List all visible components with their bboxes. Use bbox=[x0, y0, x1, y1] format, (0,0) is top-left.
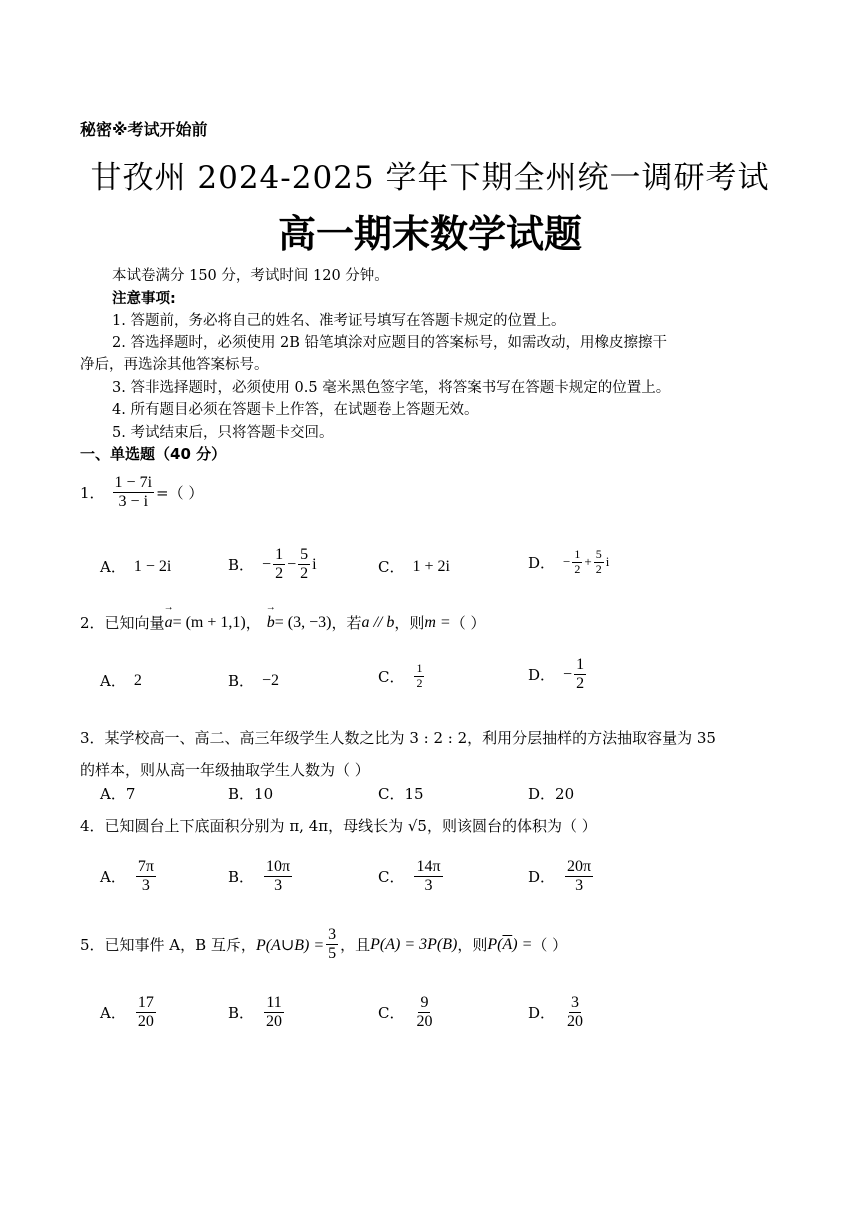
q5-d-frac bbox=[565, 994, 585, 1032]
q2-d-sign: − bbox=[563, 665, 573, 683]
q1-option-b[interactable] bbox=[228, 546, 317, 584]
q2-b-label: B． bbox=[228, 672, 255, 690]
q1-option-c[interactable] bbox=[378, 556, 450, 577]
q4-a-label: A． bbox=[100, 868, 126, 887]
q4-option-d[interactable] bbox=[528, 858, 595, 896]
q5-d-n: 3 bbox=[569, 994, 581, 1013]
q1-d-label: D． bbox=[528, 553, 556, 572]
q2-parallel: a // b bbox=[361, 613, 395, 631]
q4-c-label: C． bbox=[378, 868, 405, 887]
q1-b-sign: − bbox=[262, 555, 272, 573]
q4-d-label: D． bbox=[528, 868, 556, 887]
q1-b-d2: 2 bbox=[300, 565, 309, 583]
q2-tail: （ ） bbox=[450, 614, 486, 632]
q5-text3: ，则 bbox=[457, 936, 488, 955]
q2-d-d: 2 bbox=[576, 675, 585, 693]
notes-title: 注意事项: bbox=[112, 291, 176, 307]
q2-eq2: = (3, −3) bbox=[274, 613, 332, 631]
q1-b-n2: 5 bbox=[298, 546, 310, 565]
q1-frac-num: 1 − 7i bbox=[113, 474, 154, 493]
q1-b-n1: 1 bbox=[273, 546, 285, 565]
q2-text2: ，若 bbox=[331, 614, 362, 632]
question-1 bbox=[80, 474, 203, 512]
q5-a-d: 20 bbox=[137, 1013, 154, 1031]
q5-c-frac bbox=[414, 994, 434, 1032]
q5-c-n: 9 bbox=[418, 994, 430, 1013]
q2-option-a[interactable] bbox=[100, 670, 142, 691]
q2-option-b[interactable] bbox=[228, 670, 279, 691]
q4-d-frac bbox=[565, 858, 593, 896]
q2-option-d[interactable] bbox=[528, 656, 588, 694]
question-2 bbox=[80, 612, 486, 633]
q4-d-d: 3 bbox=[575, 877, 584, 895]
q4-option-a[interactable] bbox=[100, 858, 158, 896]
q1-b-frac2 bbox=[298, 546, 310, 584]
q2-a-value: 2 bbox=[133, 671, 142, 689]
q1-d-d2: 2 bbox=[595, 561, 602, 576]
q2-c-frac bbox=[414, 662, 424, 691]
q1-d-i: i bbox=[605, 554, 610, 570]
q4-option-b[interactable] bbox=[228, 858, 294, 896]
q1-d-d1: 2 bbox=[574, 561, 581, 576]
q4-d-n: 20π bbox=[565, 858, 593, 877]
q4-b-label: B． bbox=[228, 868, 255, 887]
q5-p1: P(A∪B) = bbox=[255, 936, 325, 954]
q5-p3: P( bbox=[487, 935, 503, 953]
q4-a-n: 7π bbox=[136, 858, 156, 877]
q4-text: 4．已知圆台上下底面积分别为 π, 4π，母线长为 √5，则该圆台的体积为（ ） bbox=[80, 817, 597, 835]
q1-d-n2: 5 bbox=[595, 547, 602, 561]
q1-c-value: 1 + 2i bbox=[412, 557, 450, 575]
q1-d-frac1 bbox=[572, 548, 582, 577]
q5-option-b[interactable] bbox=[228, 994, 286, 1032]
q5-f-n: 3 bbox=[326, 926, 338, 945]
q1-number: 1． bbox=[80, 484, 105, 503]
q5-option-c[interactable] bbox=[378, 994, 436, 1032]
q2-c-label: C． bbox=[378, 667, 405, 686]
q2-sep: ， bbox=[245, 614, 261, 632]
q5-d-d: 20 bbox=[567, 1013, 584, 1031]
q2-text1: 已知向量 bbox=[104, 614, 165, 632]
q2-c-d: 2 bbox=[416, 675, 423, 690]
note-2b: 净后，再选涂其他答案标号。 bbox=[80, 357, 269, 373]
q5-c-d: 20 bbox=[416, 1013, 433, 1031]
q2-d-frac bbox=[574, 656, 586, 694]
q3-line2: 的样本，则从高一年级抽取学生人数为（ ） bbox=[80, 761, 370, 779]
q4-a-frac bbox=[136, 858, 156, 896]
q1-d-sign: − bbox=[563, 554, 571, 570]
q2-c-n: 1 bbox=[416, 661, 423, 675]
q5-a-n: 17 bbox=[136, 994, 156, 1013]
q4-c-n: 14π bbox=[414, 858, 442, 877]
q1-b-d1: 2 bbox=[275, 565, 284, 583]
q1-c-label: C． bbox=[378, 558, 405, 576]
q1-option-d[interactable] bbox=[528, 548, 609, 577]
q1-b-frac1 bbox=[273, 546, 285, 584]
note-1: 1. 答题前，务必将自己的姓名、准考证号填写在答题卡规定的位置上。 bbox=[112, 313, 566, 329]
q4-c-d: 3 bbox=[424, 877, 433, 895]
q4-c-frac bbox=[414, 858, 442, 896]
q2-number: 2． bbox=[80, 614, 105, 632]
q1-fraction bbox=[113, 474, 154, 512]
q5-p3b: ) = bbox=[512, 935, 533, 953]
q1-d-n1: 1 bbox=[574, 547, 581, 561]
q1-b-i: i bbox=[312, 555, 317, 573]
q1-frac-den: 3 − i bbox=[118, 493, 149, 511]
note-5: 5. 考试结束后，只将答题卡交回。 bbox=[112, 425, 334, 441]
q2-option-c[interactable] bbox=[378, 662, 426, 691]
q2-d-label: D． bbox=[528, 666, 556, 685]
q4-option-c[interactable] bbox=[378, 858, 445, 896]
q1-a-value: 1 − 2i bbox=[133, 557, 172, 575]
q3-option-b[interactable]: B．10 bbox=[228, 785, 274, 803]
q5-a-frac bbox=[136, 994, 156, 1032]
q1-tail: =（ ） bbox=[156, 484, 204, 503]
q3-option-d[interactable]: D．20 bbox=[528, 785, 575, 803]
q5-text2: ，且 bbox=[340, 936, 371, 955]
intro-text: 本试卷满分 150 分，考试时间 120 分钟。 bbox=[112, 268, 389, 284]
q4-b-d: 3 bbox=[274, 877, 283, 895]
q4-b-n: 10π bbox=[264, 858, 292, 877]
q5-c-label: C． bbox=[378, 1004, 405, 1023]
q5-d-label: D． bbox=[528, 1004, 556, 1023]
q5-frac bbox=[326, 926, 338, 964]
q4-b-frac bbox=[264, 858, 292, 896]
q1-option-a[interactable] bbox=[100, 556, 171, 577]
q5-abar: $\overline{A}$ bbox=[502, 935, 513, 953]
paper-title: 高一期末数学试题 bbox=[277, 212, 582, 256]
q5-f-d: 5 bbox=[328, 945, 337, 963]
section-title: 一、单选题（40 分） bbox=[80, 445, 227, 463]
note-3: 3. 答非选择题时，必须使用 0.5 毫米黑色签字笔，将答案书写在答题卡规定的位置上。 bbox=[112, 380, 671, 396]
q5-p2: P(A) = 3P(B) bbox=[370, 935, 458, 953]
q2-eq1: = (m + 1,1) bbox=[172, 613, 246, 631]
q5-text1: 5．已知事件 A，B 互斥， bbox=[80, 936, 256, 955]
q5-tail: （ ） bbox=[532, 936, 568, 955]
q5-option-d[interactable] bbox=[528, 994, 587, 1032]
q2-vector-b: → b bbox=[267, 614, 275, 632]
q5-b-d: 20 bbox=[266, 1013, 283, 1031]
q2-b-value: −2 bbox=[262, 671, 280, 689]
q2-d-n: 1 bbox=[574, 656, 586, 675]
q5-b-label: B． bbox=[228, 1004, 255, 1023]
q1-d-mid: + bbox=[584, 554, 592, 570]
q5-b-n: 11 bbox=[264, 994, 283, 1013]
q3-option-a[interactable]: A．7 bbox=[100, 785, 136, 803]
q2-text3: ，则 bbox=[394, 614, 425, 632]
q1-d-frac2 bbox=[594, 548, 604, 577]
secret-label: 秘密※考试开始前 bbox=[80, 120, 208, 139]
q5-option-a[interactable] bbox=[100, 994, 158, 1032]
exam-title: 甘孜州 2024-2025 学年下期全州统一调研考试 bbox=[90, 160, 770, 196]
q4-a-d: 3 bbox=[141, 877, 150, 895]
q2-m: m = bbox=[424, 613, 451, 631]
q2-a-label: A． bbox=[100, 672, 126, 690]
q5-a-label: A． bbox=[100, 1004, 126, 1023]
q2-vector-a: → a bbox=[165, 614, 173, 632]
note-2a: 2. 答选择题时，必须使用 2B 铅笔填涂对应题目的答案标号，如需改动，用橡皮擦擦干 bbox=[112, 335, 668, 351]
q5-b-frac bbox=[264, 994, 284, 1032]
question-5 bbox=[80, 926, 567, 964]
q1-b-label: B． bbox=[228, 556, 255, 575]
q3-line1: 3．某学校高一、高二、高三年级学生人数之比为 3 : 2 : 2，利用分层抽样的方法抽取容量为 35 bbox=[80, 729, 716, 747]
note-4: 4. 所有题目必须在答题卡上作答，在试题卷上答题无效。 bbox=[112, 402, 479, 418]
q1-a-label: A． bbox=[100, 558, 126, 576]
q1-b-mid: − bbox=[287, 555, 297, 573]
q3-option-c[interactable]: C．15 bbox=[378, 785, 424, 803]
